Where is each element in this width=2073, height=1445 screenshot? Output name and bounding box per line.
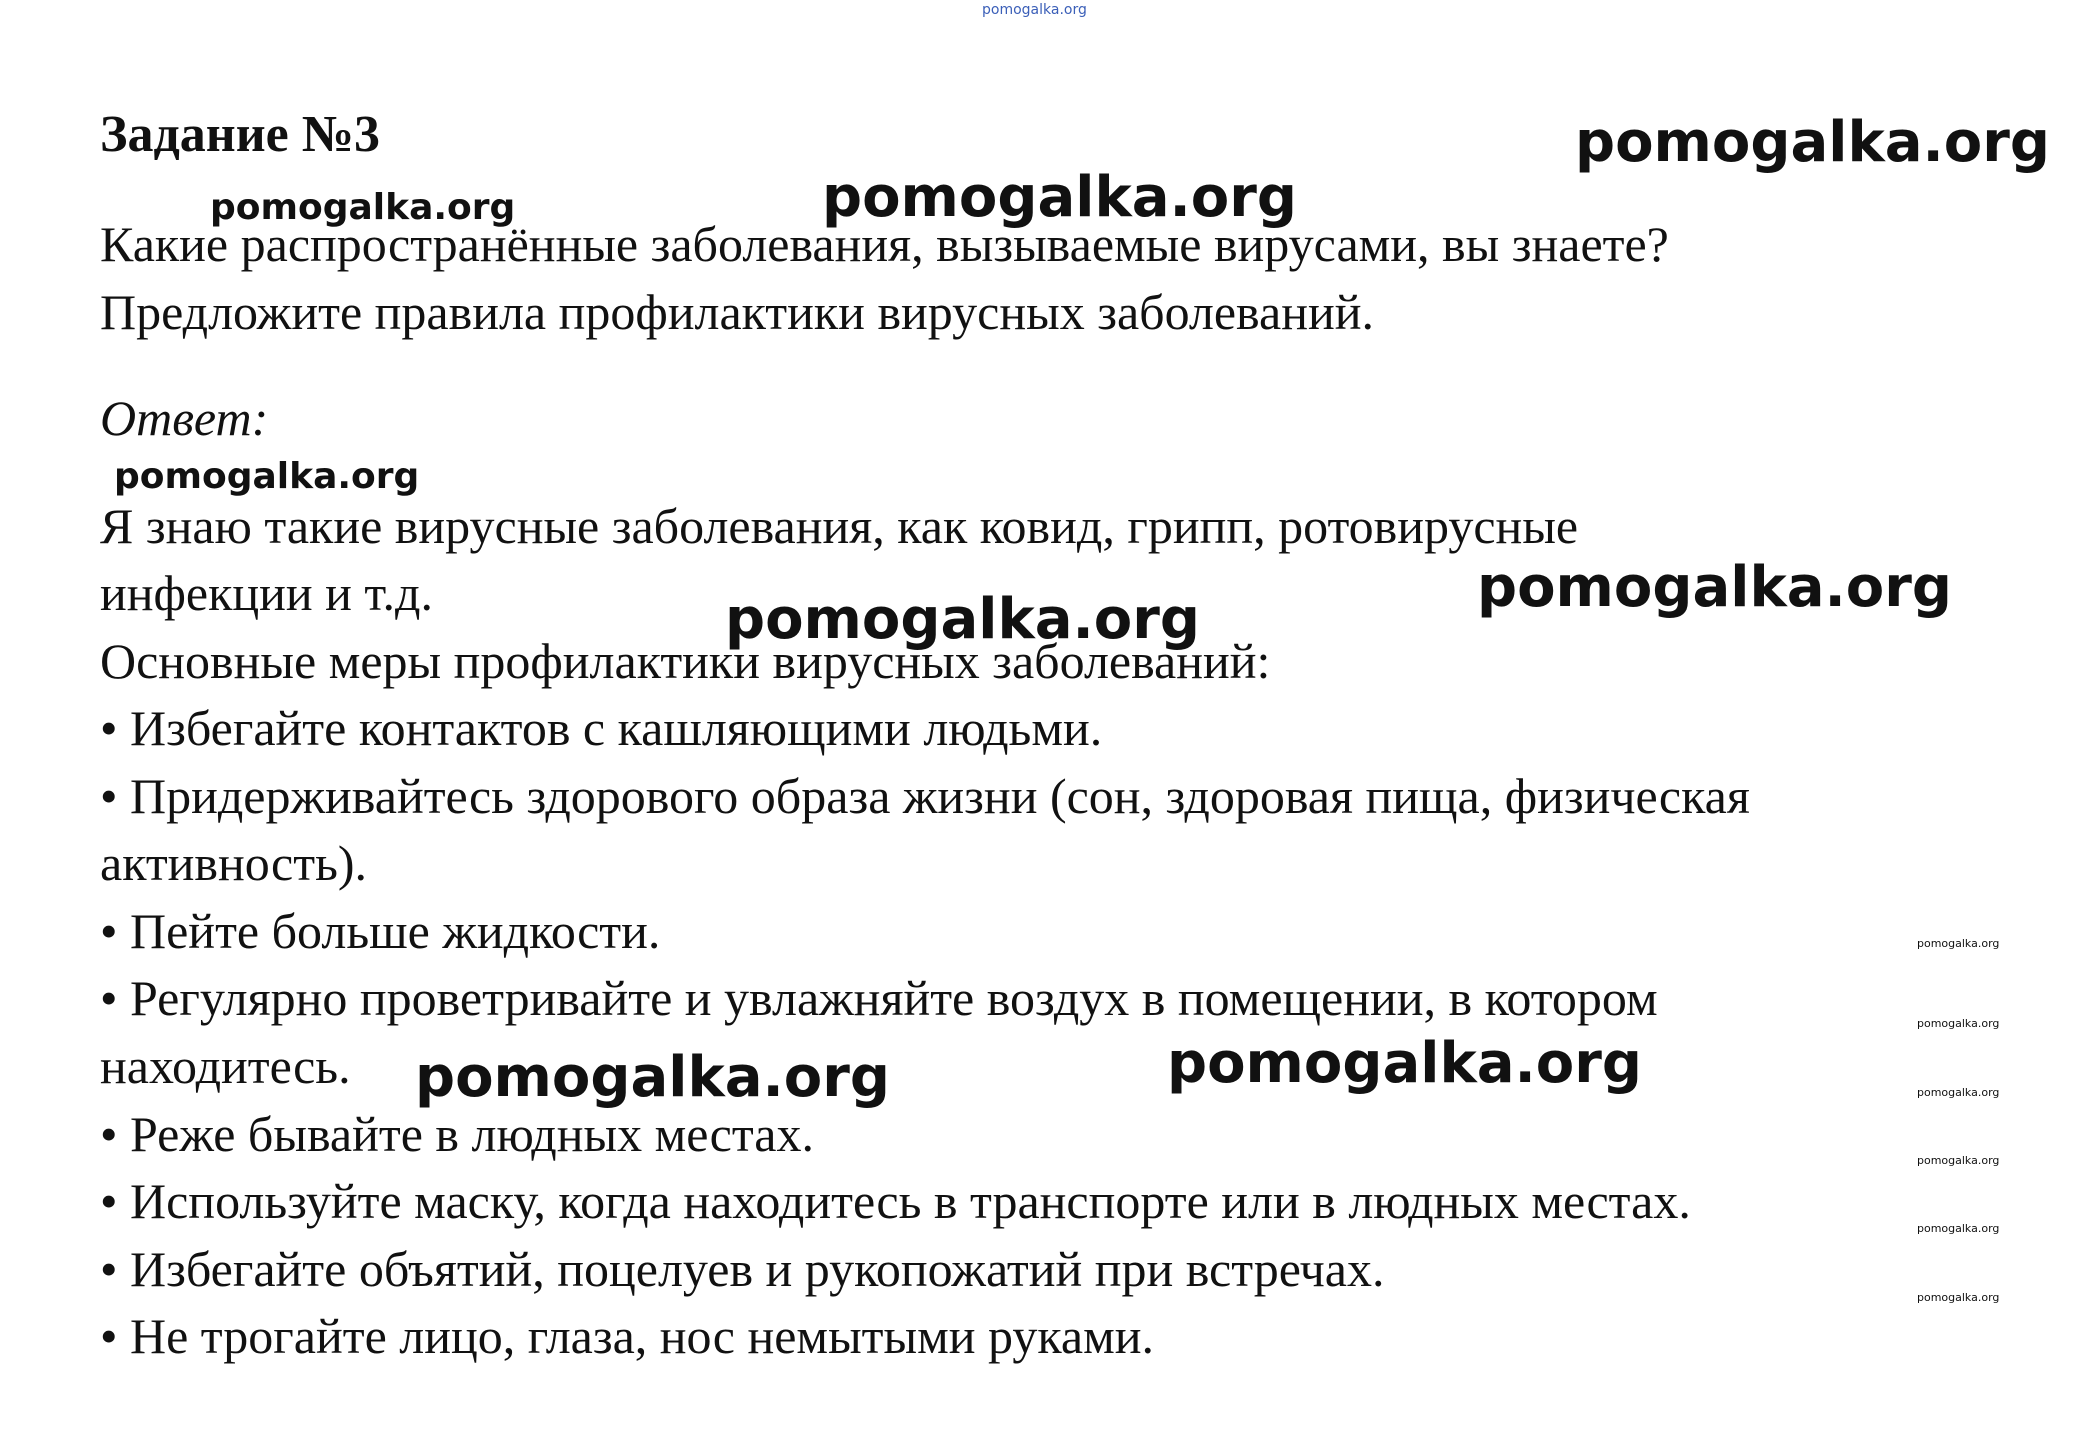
answer-label: Ответ:: [100, 390, 269, 446]
list-item: • Избегайте объятий, поцелуев и рукопожатий при встречах.: [100, 1241, 1385, 1297]
watermark-small: pomogalka.org: [1917, 937, 2000, 950]
task-title: Задание №3: [100, 106, 381, 163]
watermark: pomogalka.org: [415, 1045, 890, 1110]
question-line-2: Предложите правила профилактики вирусных заболеваний.: [100, 284, 1374, 340]
list-item: • Пейте больше жидкости.: [100, 903, 661, 959]
answer-line: Основные меры профилактики вирусных заболеваний:: [100, 633, 1271, 689]
watermark-small: pomogalka.org: [1917, 1154, 2000, 1167]
list-item: • Используйте маску, когда находитесь в транспорте или в людных местах.: [100, 1173, 1691, 1229]
list-item-continuation: находитесь.: [100, 1038, 351, 1094]
watermark-small: pomogalka.org: [1917, 1086, 2000, 1099]
watermark: pomogalka.org: [1575, 110, 2050, 175]
list-item: • Придерживайтесь здорового образа жизни (сон, здоровая пища, физическая: [100, 768, 1750, 824]
header-watermark: pomogalka.org: [982, 2, 1087, 18]
watermark: pomogalka.org: [114, 456, 420, 497]
list-item: • Реже бывайте в людных местах.: [100, 1106, 814, 1162]
watermark-small: pomogalka.org: [1917, 1291, 2000, 1304]
answer-line: инфекции и т.д.: [100, 565, 433, 621]
list-item: • Избегайте контактов с кашляющими людьми.: [100, 700, 1103, 756]
watermark: pomogalka.org: [822, 165, 1297, 230]
list-item: • Регулярно проветривайте и увлажняйте воздух в помещении, в котором: [100, 970, 1658, 1026]
watermark-small: pomogalka.org: [1917, 1017, 2000, 1030]
watermark: pomogalka.org: [1477, 555, 1952, 620]
watermark: pomogalka.org: [725, 587, 1200, 652]
list-item-continuation: активность).: [100, 835, 368, 891]
watermark-small: pomogalka.org: [1917, 1222, 2000, 1235]
answer-line: Я знаю такие вирусные заболевания, как ковид, грипп, ротовирусные: [100, 498, 1579, 554]
watermark: pomogalka.org: [1167, 1031, 1642, 1096]
watermark: pomogalka.org: [210, 187, 516, 228]
list-item: • Не трогайте лицо, глаза, нос немытыми руками.: [100, 1308, 1154, 1364]
question-line-1: Какие распространённые заболевания, вызываемые вирусами, вы знаете?: [100, 216, 1669, 272]
